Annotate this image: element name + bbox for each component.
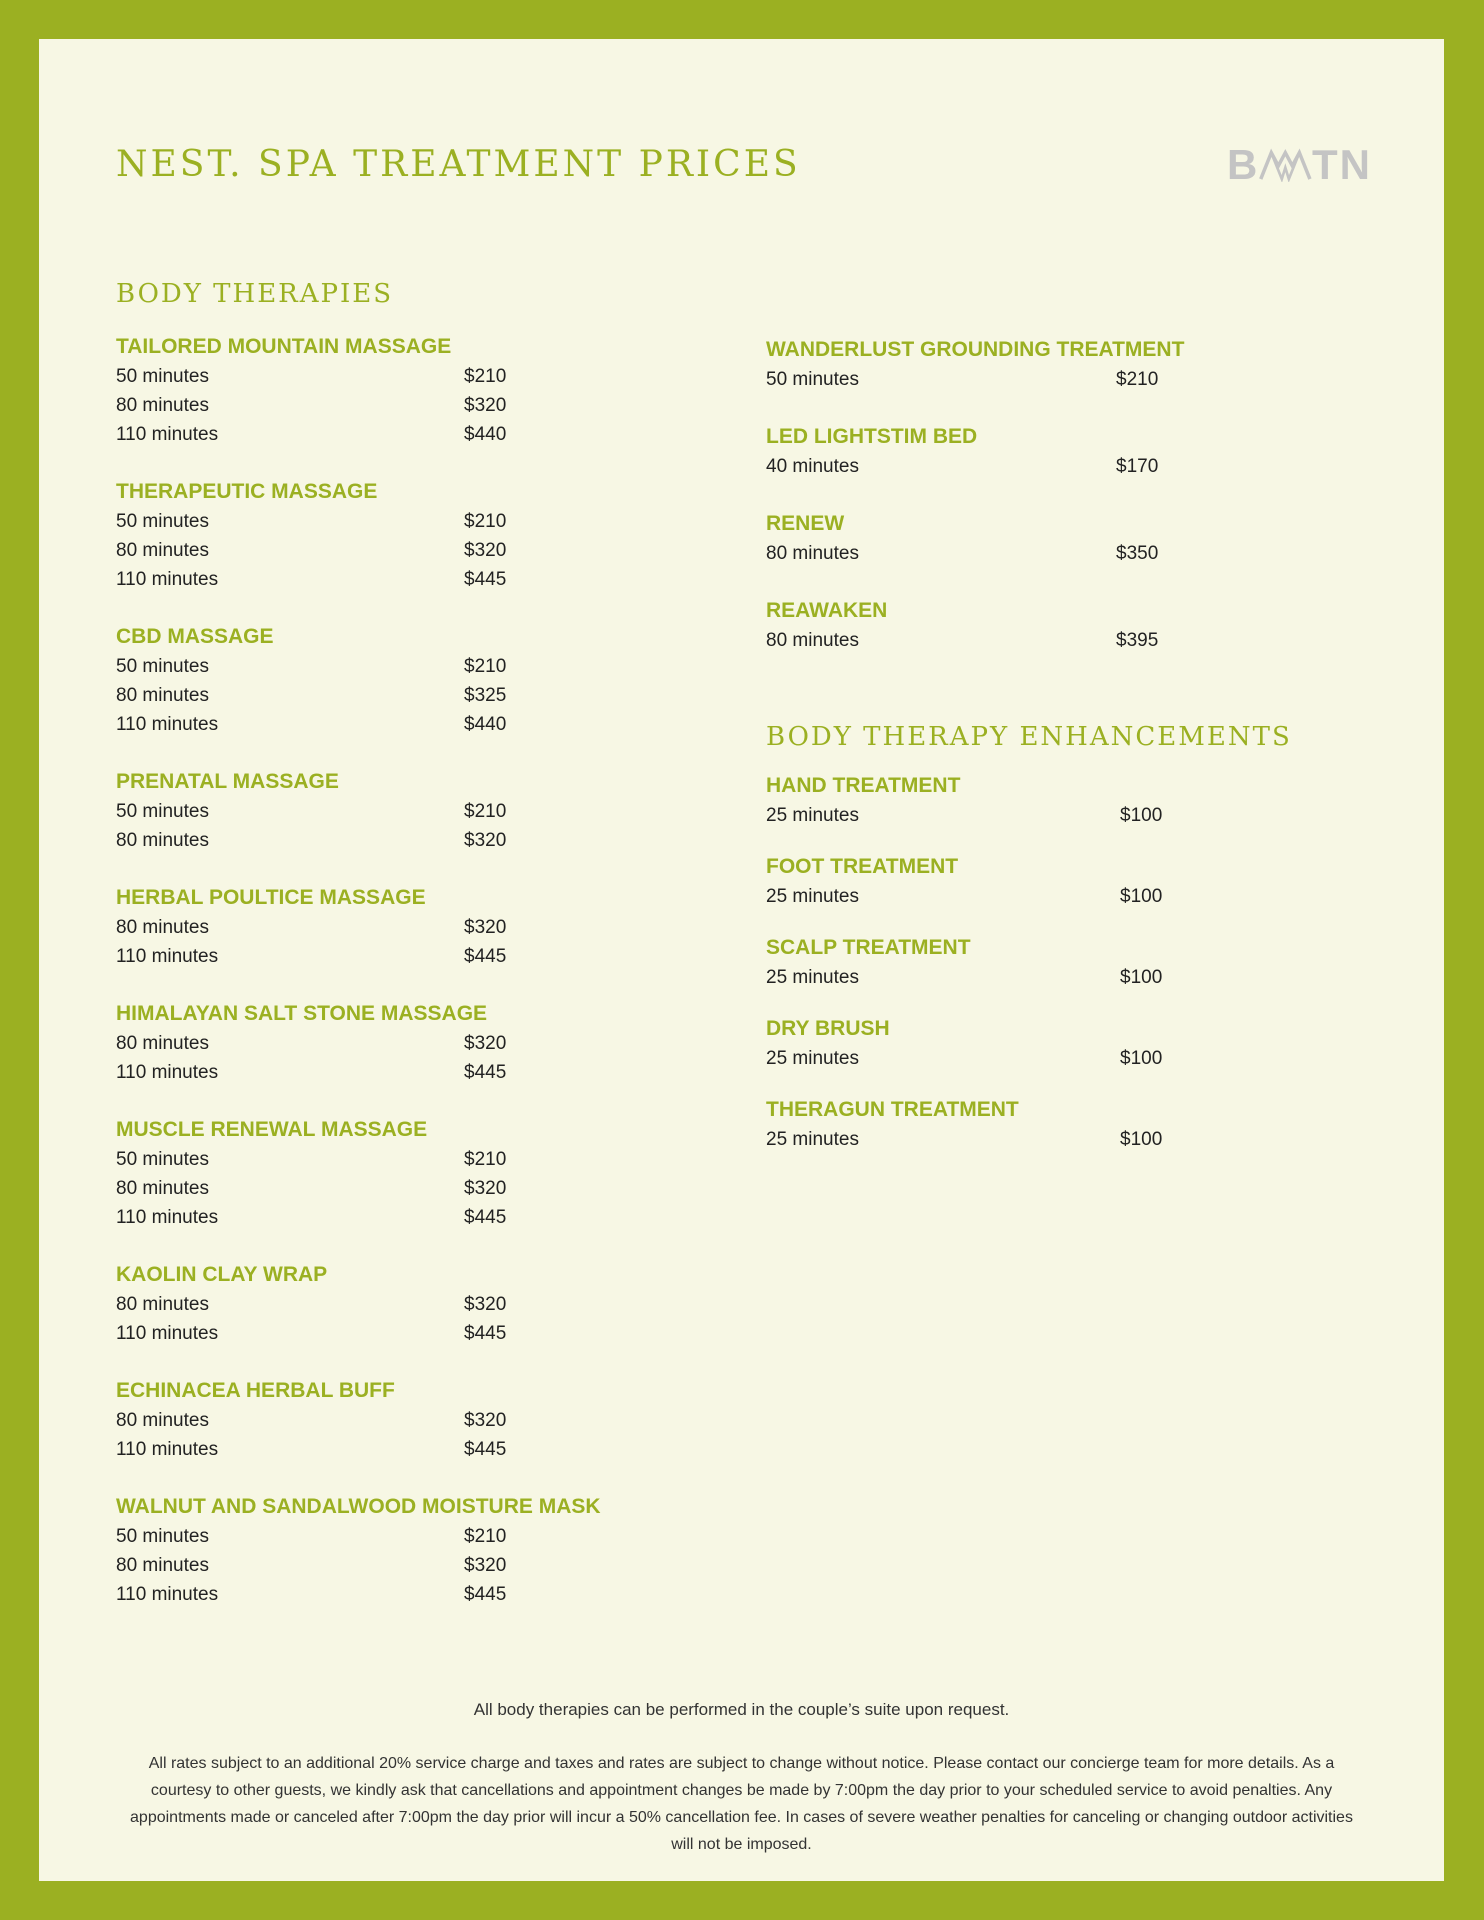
price-row — [116, 1406, 536, 1435]
price: $210 — [464, 366, 507, 387]
price-row — [766, 882, 1306, 911]
price-row — [766, 365, 1306, 394]
price: $320 — [464, 540, 507, 561]
treatment-name: WALNUT AND SANDALWOOD MOISTURE MASK — [116, 1495, 601, 1518]
section-title-body-therapies: BODY THERAPIES — [116, 279, 394, 309]
treatment-item — [766, 852, 1306, 911]
price-sheet — [39, 39, 1444, 1881]
price: $320 — [464, 1555, 507, 1576]
price: $440 — [464, 714, 507, 735]
price: $100 — [1120, 967, 1163, 988]
treatment-item — [766, 933, 1306, 992]
treatment-item — [116, 1376, 536, 1464]
price: $210 — [464, 656, 507, 677]
duration: 110 minutes — [116, 1062, 219, 1083]
price-row — [766, 1044, 1306, 1073]
price: $320 — [464, 1410, 507, 1431]
price-row — [116, 1145, 536, 1174]
section-title-enhancements: BODY THERAPY ENHANCEMENTS — [766, 722, 1292, 752]
price: $395 — [1116, 630, 1159, 651]
duration: 110 minutes — [116, 1439, 219, 1460]
price-row — [116, 1435, 536, 1464]
duration: 80 minutes — [116, 1033, 209, 1054]
duration: 80 minutes — [766, 543, 859, 564]
price-row — [116, 1319, 536, 1348]
treatment-name: ECHINACEA HERBAL BUFF — [116, 1379, 395, 1402]
price: $100 — [1120, 1048, 1163, 1069]
treatment-item — [766, 422, 1306, 481]
brand-logo — [1227, 143, 1372, 187]
couples-suite-note: All body therapies can be performed in the couple’s suite upon request. — [473, 1700, 1010, 1719]
price-row — [116, 942, 536, 971]
duration: 50 minutes — [766, 369, 859, 390]
treatment-item — [766, 1095, 1306, 1154]
duration: 110 minutes — [116, 946, 219, 967]
price-row — [116, 1580, 536, 1609]
price: $440 — [464, 424, 507, 445]
price: $100 — [1120, 886, 1163, 907]
price-row — [116, 565, 536, 594]
duration: 50 minutes — [116, 1526, 209, 1547]
price: $445 — [464, 1207, 507, 1228]
duration: 80 minutes — [116, 830, 209, 851]
treatment-item — [766, 335, 1306, 394]
policy-note: All rates subject to an additional 20% service charge and taxes and rates are subject to change without notice. Please contact our concierge team for more details. As a courtesy to other guests, we kindly ask that cancellations and appointment changes be made by 7:00pm the day prior to your scheduled service to avoid penalties. Any appointments made or canceled after 7:00pm the day prior will incur a 50% cancellation fee. In cases of severe weather penalties for canceling or changing outdoor activities will not be imposed. — [130, 1755, 1353, 1853]
treatment-name: THERAPEUTIC MASSAGE — [116, 480, 378, 503]
treatment-name: SCALP TREATMENT — [766, 936, 971, 959]
price: $320 — [464, 395, 507, 416]
price-row — [116, 1290, 536, 1319]
treatment-item — [116, 999, 536, 1087]
treatment-item — [766, 509, 1306, 568]
duration: 80 minutes — [116, 1555, 209, 1576]
price-row — [116, 1029, 536, 1058]
price: $210 — [464, 511, 507, 532]
price-row — [766, 452, 1306, 481]
logo-text-right: TN — [1312, 141, 1372, 188]
price: $100 — [1120, 805, 1163, 826]
treatment-name: FOOT TREATMENT — [766, 855, 959, 878]
treatment-name: WANDERLUST GROUNDING TREATMENT — [766, 338, 1185, 361]
price-row — [116, 1522, 536, 1551]
price: $445 — [464, 1584, 507, 1605]
duration: 110 minutes — [116, 1584, 219, 1605]
duration: 50 minutes — [116, 656, 209, 677]
treatment-name: DRY BRUSH — [766, 1017, 890, 1040]
duration: 50 minutes — [116, 366, 209, 387]
duration: 80 minutes — [766, 630, 859, 651]
treatment-item — [766, 1014, 1306, 1073]
treatment-item — [116, 477, 536, 594]
duration: 110 minutes — [116, 569, 219, 590]
price-row — [116, 1551, 536, 1580]
price: $210 — [464, 801, 507, 822]
treatment-item — [116, 622, 536, 739]
price-row — [116, 1058, 536, 1087]
duration: 25 minutes — [766, 967, 859, 988]
duration: 50 minutes — [116, 511, 209, 532]
price-row — [116, 826, 536, 855]
duration: 50 minutes — [116, 801, 209, 822]
price-row — [116, 710, 536, 739]
price: $320 — [464, 1294, 507, 1315]
treatment-name: RENEW — [766, 512, 845, 535]
price: $320 — [464, 1033, 507, 1054]
treatment-name: MUSCLE RENEWAL MASSAGE — [116, 1118, 428, 1141]
duration: 80 minutes — [116, 540, 209, 561]
price: $210 — [464, 1149, 507, 1170]
price: $445 — [464, 1062, 507, 1083]
treatment-item — [116, 332, 536, 449]
treatment-name: HERBAL POULTICE MASSAGE — [116, 886, 426, 909]
logo-text-left: B — [1227, 141, 1260, 188]
price: $445 — [464, 569, 507, 590]
price-row — [766, 626, 1306, 655]
treatment-name: HIMALAYAN SALT STONE MASSAGE — [116, 1002, 488, 1025]
page-title: NEST. SPA TREATMENT PRICES — [116, 144, 801, 185]
duration: 50 minutes — [116, 1149, 209, 1170]
price: $445 — [464, 1323, 507, 1344]
price: $350 — [1116, 543, 1159, 564]
price: $445 — [464, 1439, 507, 1460]
treatment-name: KAOLIN CLAY WRAP — [116, 1263, 328, 1286]
special-treatments-list — [766, 335, 1306, 655]
treatment-item — [116, 1115, 536, 1232]
treatment-name: REAWAKEN — [766, 599, 888, 622]
price-row — [116, 797, 536, 826]
price-row — [116, 362, 536, 391]
duration: 110 minutes — [116, 424, 219, 445]
duration: 80 minutes — [116, 1178, 209, 1199]
treatment-name: THERAGUN TREATMENT — [766, 1098, 1019, 1121]
treatment-item — [116, 767, 536, 855]
body-therapies-column — [116, 274, 601, 1637]
price-row — [766, 539, 1306, 568]
treatment-item — [116, 883, 536, 971]
price: $320 — [464, 1178, 507, 1199]
price: $445 — [464, 946, 507, 967]
treatment-item — [116, 1260, 536, 1348]
price: $210 — [1116, 369, 1159, 390]
price-row — [116, 1203, 536, 1232]
duration: 80 minutes — [116, 917, 209, 938]
duration: 110 minutes — [116, 1323, 219, 1344]
price: $100 — [1120, 1129, 1163, 1150]
price: $320 — [464, 830, 507, 851]
price-row — [116, 536, 536, 565]
mountain-peaks-icon — [1259, 148, 1312, 182]
treatment-name: CBD MASSAGE — [116, 625, 274, 648]
duration: 110 minutes — [116, 714, 219, 735]
duration: 110 minutes — [116, 1207, 219, 1228]
treatment-item — [766, 596, 1306, 655]
duration: 80 minutes — [116, 395, 209, 416]
body-therapies-list — [116, 332, 601, 1609]
price-row — [766, 963, 1306, 992]
price: $320 — [464, 917, 507, 938]
price-row — [766, 801, 1306, 830]
treatment-name: HAND TREATMENT — [766, 774, 961, 797]
treatment-name: TAILORED MOUNTAIN MASSAGE — [116, 335, 452, 358]
treatment-item — [766, 771, 1306, 830]
duration: 25 minutes — [766, 1048, 859, 1069]
right-column — [766, 335, 1306, 1176]
price-row — [116, 1174, 536, 1203]
price-row — [116, 507, 536, 536]
price-row — [116, 391, 536, 420]
duration: 80 minutes — [116, 1410, 209, 1431]
price: $210 — [464, 1526, 507, 1547]
duration: 25 minutes — [766, 805, 859, 826]
duration: 80 minutes — [116, 1294, 209, 1315]
price: $325 — [464, 685, 507, 706]
duration: 25 minutes — [766, 886, 859, 907]
duration: 25 minutes — [766, 1129, 859, 1150]
treatment-name: LED LIGHTSTIM BED — [766, 425, 978, 448]
price-row — [116, 652, 536, 681]
duration: 80 minutes — [116, 685, 209, 706]
price-row — [766, 1125, 1306, 1154]
price-row — [116, 420, 536, 449]
duration: 40 minutes — [766, 456, 859, 477]
treatment-item — [116, 1492, 601, 1609]
treatment-name: PRENATAL MASSAGE — [116, 770, 339, 793]
price: $170 — [1116, 456, 1159, 477]
enhancements-list — [766, 771, 1306, 1154]
price-row — [116, 913, 536, 942]
price-row — [116, 681, 536, 710]
